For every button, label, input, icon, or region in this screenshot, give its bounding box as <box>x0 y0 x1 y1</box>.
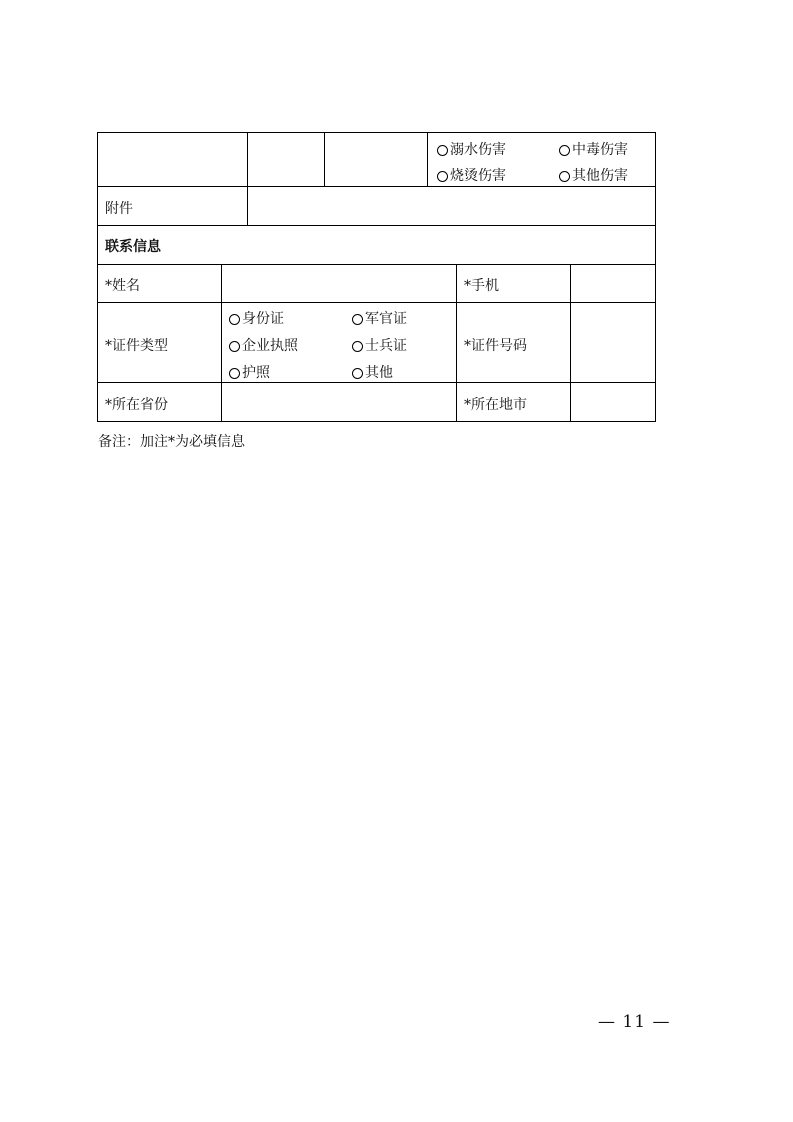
table-border-right <box>655 132 656 422</box>
column-divider <box>427 132 428 187</box>
radio-label: 身份证 <box>242 311 284 327</box>
attachment-field[interactable] <box>248 187 655 225</box>
radio-passport[interactable] <box>229 366 270 380</box>
name-field[interactable] <box>222 265 456 302</box>
radio-other-injury[interactable] <box>559 169 628 183</box>
radio-circle-icon <box>352 368 363 379</box>
radio-drowning-injury[interactable] <box>437 143 506 157</box>
radio-circle-icon <box>559 171 570 182</box>
name-label: *姓名 <box>105 278 140 294</box>
empty-cell[interactable] <box>98 133 247 186</box>
radio-business-license[interactable] <box>229 339 298 353</box>
radio-circle-icon <box>559 145 570 156</box>
radio-label: 军官证 <box>365 311 407 327</box>
radio-poisoning-injury[interactable] <box>559 143 628 157</box>
radio-circle-icon <box>352 341 363 352</box>
page-number: — 11 — <box>598 1012 671 1032</box>
table-border-bottom <box>97 421 656 422</box>
radio-label: 企业执照 <box>242 338 298 354</box>
radio-soldier-card[interactable] <box>352 339 407 353</box>
radio-label: 烧烫伤害 <box>450 168 506 184</box>
radio-circle-icon <box>352 314 363 325</box>
radio-circle-icon <box>437 145 448 156</box>
radio-circle-icon <box>437 171 448 182</box>
radio-burn-injury[interactable] <box>437 169 506 183</box>
radio-circle-icon <box>229 368 240 379</box>
radio-id-card[interactable] <box>229 312 284 326</box>
empty-cell[interactable] <box>248 133 324 186</box>
radio-other-id[interactable] <box>352 366 393 380</box>
radio-circle-icon <box>229 341 240 352</box>
radio-label: 中毒伤害 <box>572 142 628 158</box>
radio-label: 其他 <box>365 365 393 381</box>
city-field[interactable] <box>571 383 655 421</box>
city-label: *所在地市 <box>464 397 527 413</box>
empty-cell[interactable] <box>325 133 427 186</box>
row-divider <box>97 225 656 226</box>
attachment-label: 附件 <box>105 201 133 217</box>
id-type-label: *证件类型 <box>105 338 168 354</box>
province-field[interactable] <box>222 383 456 421</box>
province-label: *所在省份 <box>105 397 168 413</box>
contact-section-title: 联系信息 <box>105 239 161 255</box>
radio-circle-icon <box>229 314 240 325</box>
footnote: 备注：加注*为必填信息 <box>98 434 245 450</box>
radio-label: 溺水伤害 <box>450 142 506 158</box>
column-divider <box>456 264 457 422</box>
radio-label: 士兵证 <box>365 338 407 354</box>
radio-label: 其他伤害 <box>572 168 628 184</box>
radio-officer-card[interactable] <box>352 312 407 326</box>
id-number-field[interactable] <box>571 303 655 382</box>
radio-label: 护照 <box>242 365 270 381</box>
phone-field[interactable] <box>571 265 655 302</box>
id-number-label: *证件号码 <box>464 338 527 354</box>
phone-label: *手机 <box>464 278 499 294</box>
